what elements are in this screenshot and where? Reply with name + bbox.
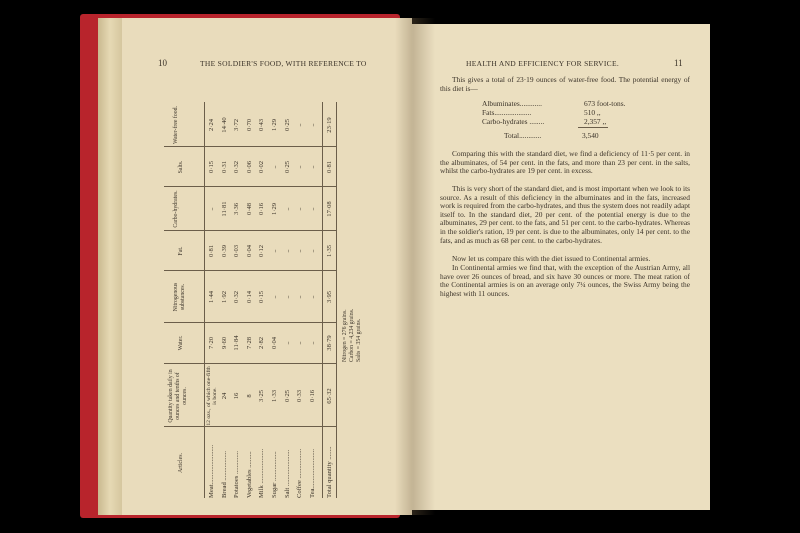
cell-nitrogenous: 3·95 <box>326 290 333 304</box>
table-rule <box>164 322 336 323</box>
paragraph-comparison: Comparing this with the standard diet, we find a deficiency of 11·5 per cent. in the albuminates, of 54 per cent. in the fats, and more than 23 per cent. in the salts, whilst the carbo-hydrates are 19 per cent. in excess. <box>440 149 690 176</box>
cell-quantity: 1·33 <box>271 389 278 403</box>
cell-water: .. <box>308 341 316 345</box>
cell-water: 7·20 <box>208 336 215 350</box>
cell-article: Tea........................ <box>308 449 316 498</box>
paragraph-continental-intro: Now let us compare this with the diet issued to Continental armies. <box>452 254 651 263</box>
header-water-free: Water-free food. <box>173 105 179 145</box>
cell-quantity: 24 <box>220 392 228 400</box>
cell-nitrogenous: 1·92 <box>220 290 228 304</box>
cell-quantity: 16 <box>233 392 241 400</box>
cell-water-free: 14·40 <box>220 117 228 133</box>
paragraph-continental: In Continental armies we find that, with the exception of the Austrian Army, all have over 26 ounces of bread, and six have 30 ounces or more. The meat ration of the Continental armies is on an average only 7¼ ounces, the Swiss Army being the highest with 11 ounces. <box>440 263 690 298</box>
header-fat: Fat. <box>178 246 184 256</box>
cell-salts: .. <box>271 165 278 169</box>
cell-carbo: .. <box>296 207 304 211</box>
cell-salts: 0·81 <box>326 160 333 174</box>
cell-fat: 0·04 <box>245 244 253 258</box>
energy-label-albuminates: Albuminates............ <box>482 99 542 108</box>
cell-quantity: 0·16 <box>308 389 316 403</box>
cell-article: Meat........................ <box>208 444 215 498</box>
cell-carbo: 11·81 <box>220 201 228 217</box>
table-row <box>284 78 294 498</box>
cell-nitrogenous: 0·32 <box>233 290 241 304</box>
table-row <box>221 78 231 498</box>
cell-fat: .. <box>271 249 278 253</box>
cell-water: 0·04 <box>271 336 278 350</box>
cell-water-free: 1·29 <box>271 118 278 132</box>
paragraph-deficiency: This is very short of the standard diet, and is most important when we look to its source. As a result of this deficiency in the albuminates and in the fats, increased work is required from the carbo-hydrates, and thus the system does not readily adapt itself to. In the standard diet, 20 per cent. of the potential energy is due to the albuminates, 29 per cent. to the fats, and 51 per cent. to the carbo-hydrates. Whereas in the soldier's ration, 19 per cent. is due to the albuminates, only 14 per cent. to the fats, and as much as 68 per cent. to the carbo-hydrates. <box>440 184 690 245</box>
cell-carbo: 0·48 <box>245 202 253 216</box>
header-water: Water. <box>178 335 184 351</box>
cell-salts: .. <box>308 165 316 169</box>
energy-total-value: 3,540 <box>582 131 599 140</box>
header-articles: Articles. <box>178 453 184 473</box>
footnote-salts: Salts = 354 grains. <box>356 318 362 362</box>
table-rule <box>164 230 336 231</box>
table-rule <box>204 102 205 498</box>
cell-water: 38·79 <box>326 335 333 351</box>
cell-article: Bread .................. <box>220 450 228 498</box>
energy-value-carbo: 2,357 ,, <box>584 117 607 126</box>
energy-total-label: Total............ <box>504 131 542 140</box>
cell-nitrogenous: 0·15 <box>258 290 266 304</box>
table-header-row <box>168 78 202 498</box>
table-rule <box>336 102 337 498</box>
cell-water-free: .. <box>296 123 304 127</box>
cell-carbo: .. <box>283 207 291 211</box>
cell-salts: .. <box>296 165 304 169</box>
cell-water-free: 3·72 <box>233 118 241 132</box>
cell-nitrogenous: 0·14 <box>245 290 253 304</box>
header-quantity: Quantity taken daily in ounces and tenths of ounces. <box>168 369 188 423</box>
cell-nitrogenous: .. <box>271 295 278 299</box>
table-total-row <box>326 78 336 498</box>
intro-paragraph: This gives a total of 23·19 ounces of water-free food. The potential energy of this diet is— <box>440 75 690 93</box>
cell-quantity: 0·33 <box>296 389 304 403</box>
table-rule <box>164 146 336 147</box>
cell-fat: .. <box>283 249 291 253</box>
cell-fat: 0·81 <box>208 244 215 258</box>
cell-fat: 0·12 <box>258 244 266 258</box>
left-page-number: 10 <box>158 58 167 68</box>
cell-quantity: 12 ozs., of which one-fifth is bone. <box>206 366 218 426</box>
right-page-number: 11 <box>674 58 683 68</box>
energy-value-fats: 510 ,, <box>584 108 601 117</box>
table-row <box>258 78 268 498</box>
cell-water: 2·82 <box>258 336 266 350</box>
header-carbo: Carbo-hydrates. <box>173 190 179 228</box>
table-row <box>246 78 256 498</box>
cell-nitrogenous: .. <box>308 295 316 299</box>
cell-water-free: 23·19 <box>326 117 333 133</box>
cell-quantity: 0·25 <box>283 389 291 403</box>
table-rule <box>164 270 336 271</box>
cell-article: Salt ...................... <box>283 449 291 498</box>
cell-salts: 0·32 <box>233 160 241 174</box>
header-salts: Salts. <box>178 160 184 174</box>
energy-label-fats: Fats.................... <box>482 108 532 117</box>
cell-salts: 0·15 <box>208 160 215 174</box>
cell-fat: 0·39 <box>220 244 228 258</box>
table-row <box>271 78 281 498</box>
cell-salts: 0·31 <box>220 160 228 174</box>
cell-carbo: .. <box>208 207 215 211</box>
cell-nitrogenous: 1·44 <box>208 290 215 304</box>
right-running-head: HEALTH AND EFFICIENCY FOR SERVICE. <box>466 59 620 68</box>
table-row <box>208 78 218 498</box>
energy-rule <box>578 127 608 128</box>
energy-value-albuminates: 673 foot-tons. <box>584 99 626 108</box>
cell-article: Total quantity ........ <box>326 446 333 498</box>
cell-article: Coffee .................. <box>296 448 304 498</box>
table-rule <box>164 363 336 364</box>
cell-salts: 0·02 <box>258 160 266 174</box>
cell-salts: 0·25 <box>283 160 291 174</box>
footnote-carbon: Carbon = 4,234 grains. <box>349 308 355 362</box>
table-row <box>309 78 319 498</box>
nutrition-table <box>164 78 374 498</box>
energy-label-carbo: Carbo-hydrates ........ <box>482 117 545 126</box>
cell-water-free: 0·70 <box>245 118 253 132</box>
cell-fat: 1·35 <box>326 244 333 258</box>
cell-nitrogenous: .. <box>283 295 291 299</box>
cell-article: Potatoes .............. <box>233 450 241 498</box>
table-rule <box>164 426 336 427</box>
cell-quantity: 3·25 <box>258 389 266 403</box>
cell-water-free: .. <box>308 123 316 127</box>
cell-fat: .. <box>296 249 304 253</box>
table-footnotes <box>342 242 363 362</box>
left-running-head: THE SOLDIER'S FOOD, WITH REFERENCE TO <box>200 59 367 68</box>
cell-water: .. <box>283 341 291 345</box>
book-gutter <box>395 18 435 515</box>
header-nitrogenous: Nitrogenous substances. <box>173 282 186 312</box>
table-row <box>233 78 243 498</box>
cell-article: Vegetables .......... <box>245 451 253 498</box>
cell-carbo: .. <box>308 207 316 211</box>
cell-water-free: 0·43 <box>258 118 266 132</box>
table-rule <box>164 186 336 187</box>
cell-quantity: 65·32 <box>326 388 333 404</box>
cell-carbo: 1·29 <box>271 202 278 216</box>
cell-quantity: 8 <box>245 394 253 398</box>
cell-article: Milk ..................... <box>258 448 266 498</box>
cell-water: 11·84 <box>233 335 241 351</box>
cell-water: .. <box>296 341 304 345</box>
cell-carbo: 0·16 <box>258 202 266 216</box>
cell-fat: 0·03 <box>233 244 241 258</box>
cell-water: 9·60 <box>220 336 228 350</box>
table-row <box>296 78 306 498</box>
table-rule <box>322 102 323 498</box>
cell-nitrogenous: .. <box>296 295 304 299</box>
cell-water: 7·28 <box>245 336 253 350</box>
cell-water-free: 2·24 <box>208 118 215 132</box>
cell-salts: 0·06 <box>245 160 253 174</box>
cell-carbo: 3·36 <box>233 202 241 216</box>
cell-water-free: 0·25 <box>283 118 291 132</box>
cell-fat: .. <box>308 249 316 253</box>
cell-article: Sugar .................. <box>271 451 278 498</box>
cell-carbo: 17·08 <box>326 201 333 217</box>
footnote-nitrogen: Nitrogen = 276 grains. <box>342 309 348 362</box>
